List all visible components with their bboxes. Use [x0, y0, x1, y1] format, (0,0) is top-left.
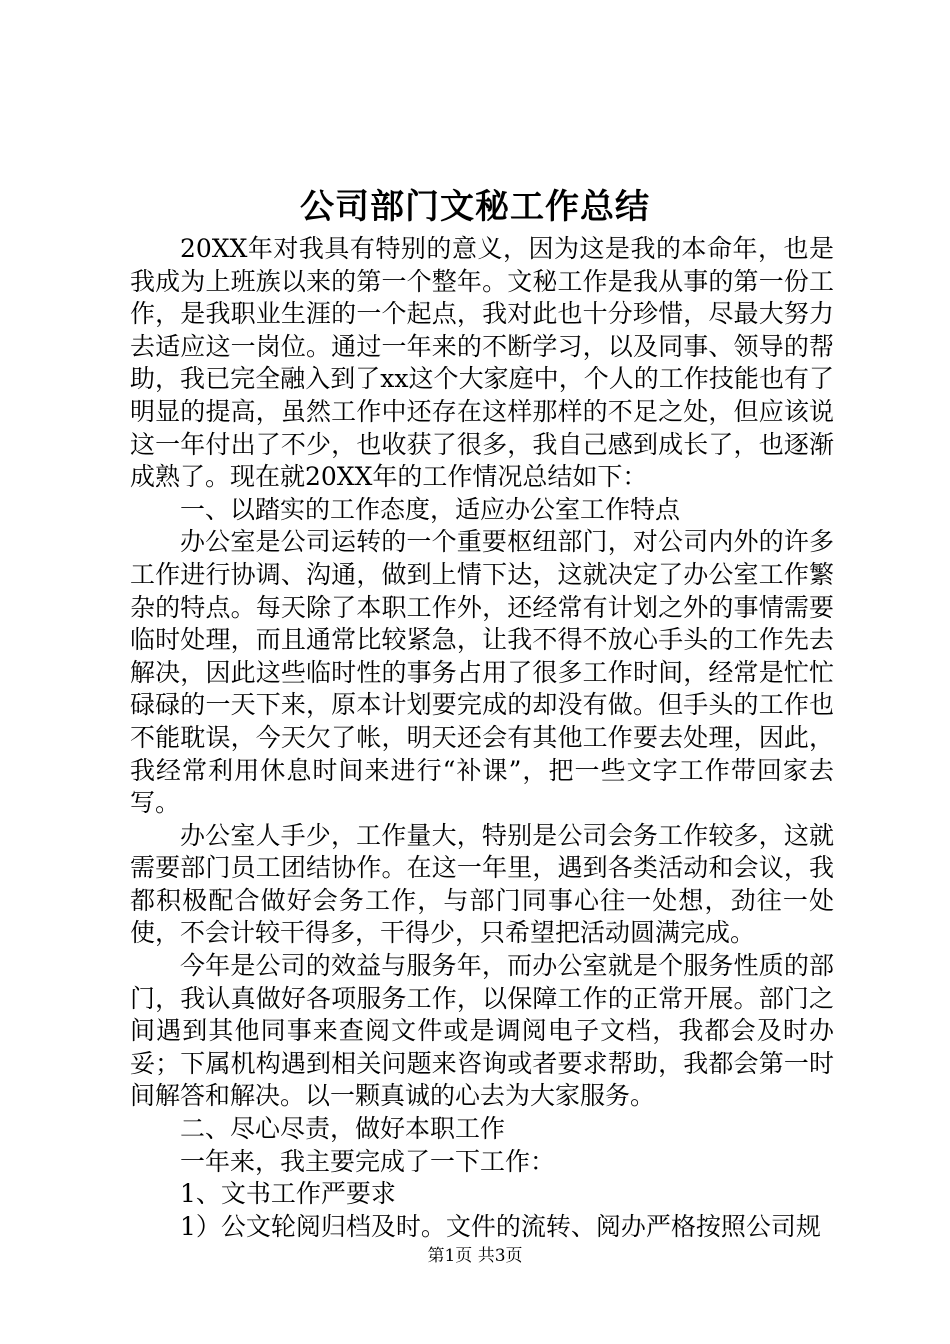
section-heading-1: 一、以踏实的工作态度，适应办公室工作特点 — [180, 494, 681, 524]
paragraph-service: 今年是公司的效益与服务年，而办公室就是个服务性质的部门，我认真做好各项服务工作，以保障工作的正常开展。部门之间遇到其他同事来查阅文件或是调阅电子文档，我都会及时办妥；下属机构遇到相关问题来咨询或者要求帮助，我都会第一时间解答和解决。以一颗真诚的心去为大家服务。 — [130, 951, 834, 1111]
paragraph-document-archiving: 1）公文轮阅归档及时。文件的流转、阅办严格按照公司规 — [180, 1211, 821, 1241]
paragraph-work-summary-intro: 一年来，我主要完成了一下工作： — [180, 1146, 556, 1176]
paragraph-intro: 20XX年对我具有特别的意义，因为这是我的本命年，也是我成为上班族以来的第一个整年。文秘工作是我从事的第一份工作，是我职业生涯的一个起点，我对此也十分珍惜，尽最大努力去适应这一岗位。通过一年来的不断学习，以及同事、领导的帮助，我已完全融入到了xx这个大家庭中，个人的工作技能也有了明显的提高，虽然工作中还存在这样那样的不足之处，但应该说这一年付出了不少，也收获了很多，我自己感到成长了，也逐渐成熟了。现在就20XX年的工作情况总结如下： — [130, 234, 834, 492]
subsection-heading-1: 1、文书工作严要求 — [180, 1179, 396, 1209]
section-heading-2: 二、尽心尽责，做好本职工作 — [180, 1114, 506, 1144]
document-body — [130, 233, 834, 1243]
page-number-footer: 第1页 共3页 — [427, 1246, 523, 1266]
paragraph-teamwork: 办公室人手少，工作量大，特别是公司会务工作较多，这就需要部门员工团结协作。在这一年里，遇到各类活动和会议，我都积极配合做好会务工作，与部门同事心往一处想，劲往一处使，不会计较干得多，干得少，只希望把活动圆满完成。 — [130, 820, 834, 948]
paragraph-office-characteristics: 办公室是公司运转的一个重要枢纽部门，对公司内外的许多工作进行协调、沟通，做到上情下达，这就决定了办公室工作繁杂的特点。每天除了本职工作外，还经常有计划之外的事情需要临时处理，而且通常比较紧急，让我不得不放心手头的工作先去解决，因此这些临时性的事务占用了很多工作时间，经常是忙忙碌碌的一天下来，原本计划要完成的却没有做。但手头的工作也不能耽误，今天欠了帐，明天还会有其他工作要去处理，因此，我经常利用休息时间来进行“补课”，把一些文字工作带回家去写。 — [130, 527, 834, 818]
document-title: 公司部门文秘工作总结 — [300, 187, 650, 227]
